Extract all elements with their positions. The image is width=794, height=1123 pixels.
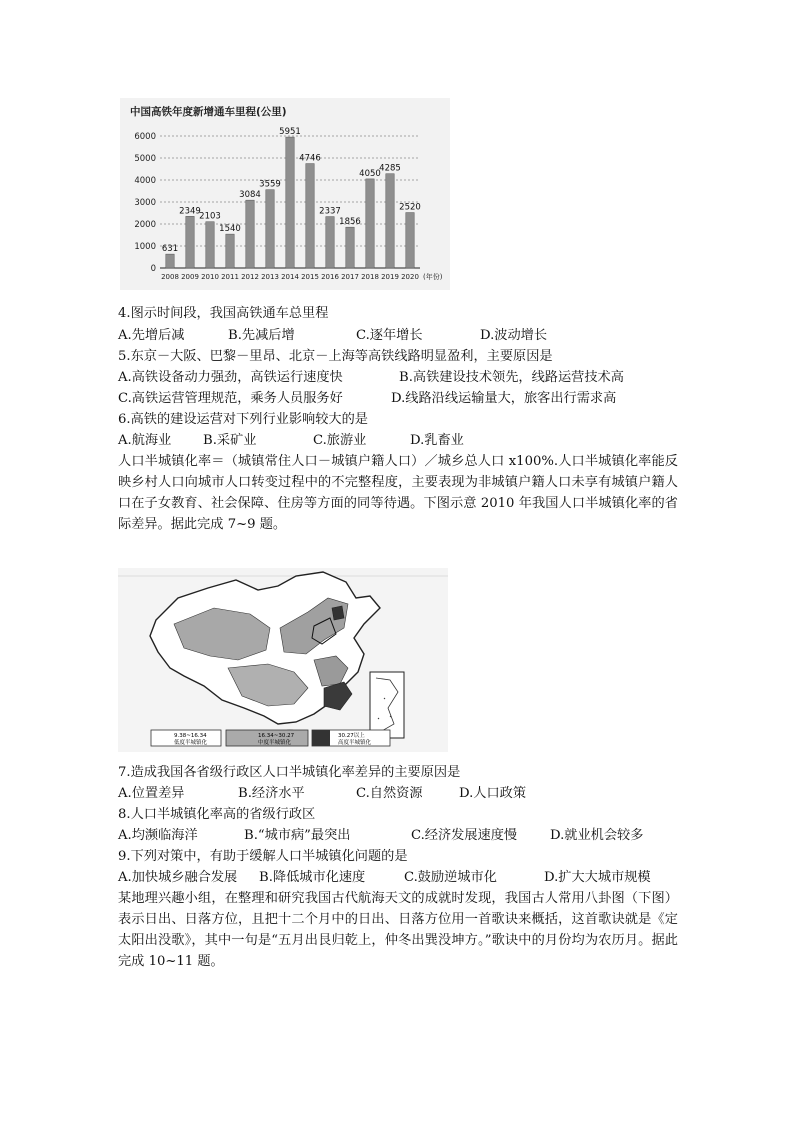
x-tick-label: 2016 <box>321 273 339 281</box>
data-label: 2337 <box>319 206 341 217</box>
q6-option-b[interactable]: B.采矿业 <box>203 433 257 448</box>
legend-high-range: 30.27以上 <box>338 733 365 739</box>
q7-option-c[interactable]: C.自然资源 <box>356 786 423 801</box>
intro-paragraph-7-9: 人口半城镇化率＝（城镇常住人口－城镇户籍人口）／城乡总人口 x100%.人口半城镇化率能反映乡村人口向城市人口转变过程中的不完整程度，主要表现为非城镇户籍人口未享有城镇户籍人口在子女教育、社会保障、住房等方面的同等待遇。下图示意 2010 年我国人口半城镇化率的省际差异。据此完成 7~9 题。 <box>118 454 678 532</box>
bar <box>286 137 294 268</box>
q5-option-a[interactable]: A.高铁设备动力强劲，高铁运行速度快 <box>118 370 343 385</box>
x-tick-label: 2011 <box>221 273 239 281</box>
data-label: 631 <box>161 244 179 255</box>
q9-option-a[interactable]: A.加快城乡融合发展 <box>118 870 238 885</box>
q5-options-row2 <box>118 390 616 408</box>
q8-stem: 8.人口半城镇化率高的省级行政区 <box>118 807 316 822</box>
chart-svg <box>120 98 450 290</box>
legend-mid-label: 中度半城镇化 <box>258 740 292 746</box>
q5-option-d[interactable]: D.线路沿线运输量大，旅客出行需求高 <box>391 391 617 406</box>
x-tick-label: 2017 <box>341 273 359 281</box>
q4-stem: 4.图示时间段，我国高铁通车总里程 <box>118 306 329 321</box>
x-tick-label: 2019 <box>381 273 399 281</box>
x-tick-label: 2014 <box>281 273 299 281</box>
q9-option-d[interactable]: D.扩大大城市规模 <box>544 870 651 885</box>
legend-low-label: 低度半城镇化 <box>174 740 208 746</box>
map-region-high <box>332 606 344 620</box>
data-label: 4746 <box>299 153 321 164</box>
q8-option-c[interactable]: C.经济发展速度慢 <box>411 828 518 843</box>
data-label: 3084 <box>239 190 261 201</box>
data-label: 5951 <box>279 127 301 138</box>
y-tick-label: 5000 <box>134 154 156 164</box>
q7-option-b[interactable]: B.经济水平 <box>238 786 305 801</box>
q6-option-c[interactable]: C.旅游业 <box>313 433 367 448</box>
q7-option-a[interactable]: A.位置差异 <box>118 786 185 801</box>
bar <box>246 200 254 268</box>
x-tick-label: 2010 <box>201 273 219 281</box>
q4-options <box>118 327 547 345</box>
china-map-svg <box>118 568 448 752</box>
q5-option-c[interactable]: C.高铁运营管理规范，乘务人员服务好 <box>118 391 343 406</box>
x-tick-label: 2008 <box>161 273 179 281</box>
bar <box>326 217 334 268</box>
q8-option-a[interactable]: A.均濒临海洋 <box>118 828 198 843</box>
q6-options <box>118 432 464 450</box>
x-tick-label: 2020 <box>401 273 419 281</box>
q4-option-a[interactable]: A.先增后减 <box>118 328 185 343</box>
q5-stem: 5.东京－大阪、巴黎－里昂、北京－上海等高铁线路明显盈利，主要原因是 <box>118 349 553 364</box>
x-axis-label: (年份) <box>423 273 443 281</box>
y-tick-label: 3000 <box>134 198 156 208</box>
legend-low-range: 9.38~16.34 <box>174 733 207 739</box>
q4-option-d[interactable]: D.波动增长 <box>480 328 548 343</box>
q6-stem: 6.高铁的建设运营对下列行业影响较大的是 <box>118 412 368 427</box>
legend-mid-range: 16.34~30.27 <box>258 733 295 739</box>
data-label: 3559 <box>259 179 281 190</box>
x-tick-label: 2012 <box>241 273 259 281</box>
intro-paragraph-10-11: 某地理兴趣小组，在整理和研究我国古代航海天文的成就时发现，我国古人常用八卦图（下图）表示日出、日落方位，且把十二个月中的日出、日落方位用一首歌诀来概括，这首歌诀就是《定太阳出没歌》，其中一句是“五月出艮归乾上，仲冬出巽没坤方。”歌诀中的月份均为农历月。据此完成 10~11 题。 <box>118 891 678 969</box>
q8-options <box>118 827 643 845</box>
chart-title: 中国高铁年度新增通车里程(公里) <box>130 106 287 118</box>
data-label: 4050 <box>359 168 381 179</box>
x-tick-label: 2013 <box>261 273 279 281</box>
data-label: 2103 <box>199 211 221 222</box>
bar <box>226 234 234 268</box>
bar <box>406 213 414 268</box>
q5-option-b[interactable]: B.高铁建设技术领先，线路运营技术高 <box>399 370 624 385</box>
data-label: 1540 <box>219 224 241 235</box>
bar <box>366 179 374 268</box>
x-tick-label: 2009 <box>181 273 199 281</box>
q9-option-b[interactable]: B.降低城市化速度 <box>259 870 366 885</box>
q9-options <box>118 869 651 887</box>
q7-options <box>118 785 526 803</box>
q8-option-b[interactable]: B.“城市病”最突出 <box>244 828 351 843</box>
data-label: 2349 <box>179 206 201 217</box>
y-tick-label: 0 <box>150 264 156 274</box>
data-label: 4285 <box>379 163 401 174</box>
data-label: 1856 <box>339 217 361 228</box>
y-tick-label: 2000 <box>134 220 156 230</box>
bar-chart <box>120 98 450 290</box>
bar <box>386 174 394 268</box>
data-label: 2520 <box>399 202 421 213</box>
x-tick-label: 2018 <box>361 273 379 281</box>
q9-option-c[interactable]: C.鼓励逆城市化 <box>404 870 497 885</box>
q6-option-a[interactable]: A.航海业 <box>118 433 172 448</box>
bar <box>346 227 354 268</box>
q8-option-d[interactable]: D.就业机会较多 <box>550 828 644 843</box>
q7-stem: 7.造成我国各省级行政区人口半城镇化率差异的主要原因是 <box>118 765 461 780</box>
y-tick-label: 6000 <box>134 132 156 142</box>
legend-high-label: 高度半城镇化 <box>338 740 372 746</box>
q4-option-b[interactable]: B.先减后增 <box>228 328 295 343</box>
q7-option-d[interactable]: D.人口政策 <box>459 786 527 801</box>
q9-stem: 9.下列对策中，有助于缓解人口半城镇化问题的是 <box>118 849 408 864</box>
y-tick-label: 4000 <box>134 176 156 186</box>
bar <box>306 164 314 268</box>
bar <box>186 216 194 268</box>
bar <box>166 254 174 268</box>
china-map <box>118 568 448 752</box>
q5-options-row1 <box>118 369 624 387</box>
q6-option-d[interactable]: D.乳畜业 <box>410 433 464 448</box>
bar <box>206 222 214 268</box>
y-tick-label: 1000 <box>134 242 156 252</box>
x-tick-label: 2015 <box>301 273 319 281</box>
q4-option-c[interactable]: C.逐年增长 <box>356 328 423 343</box>
bar <box>266 190 274 268</box>
